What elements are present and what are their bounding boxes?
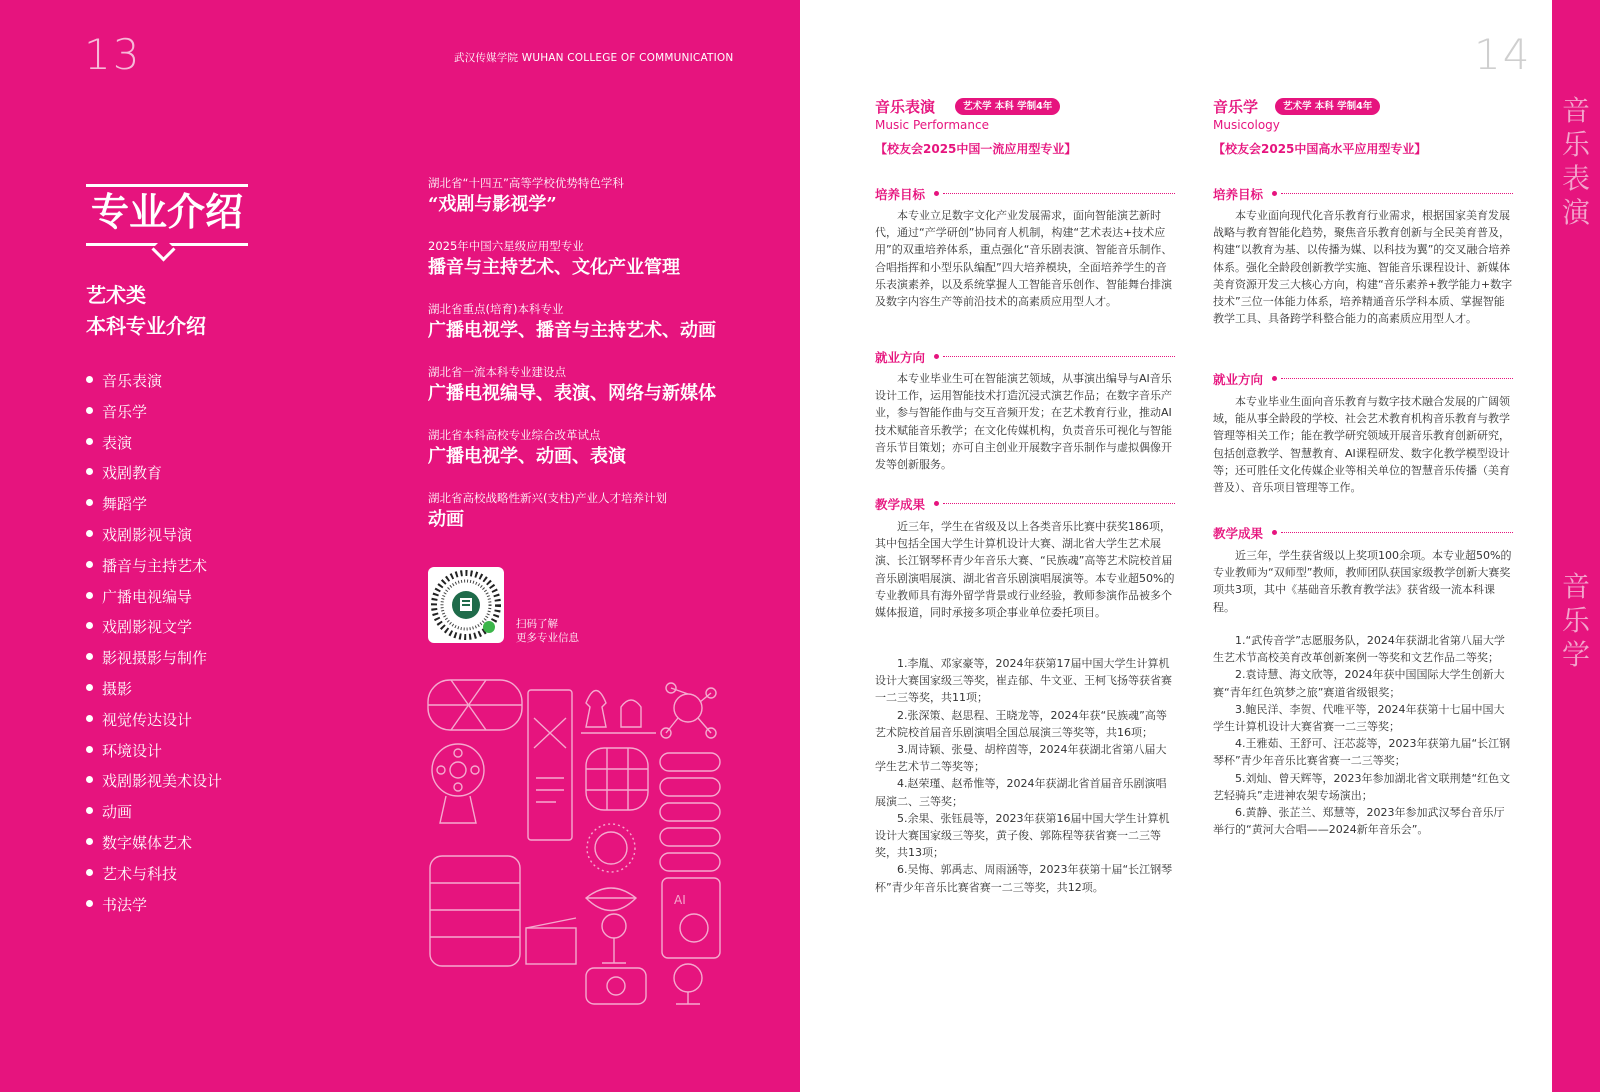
- major-english-name: Musicology: [1213, 118, 1280, 132]
- bullet-icon: [86, 869, 93, 876]
- section-label: 培养目标: [875, 187, 926, 202]
- qr-caption-line: 更多专业信息: [516, 632, 579, 644]
- honor-caption: 湖北省一流本科专业建设点: [428, 365, 566, 379]
- illustration-sun-icon: [587, 824, 635, 872]
- results-text: 近三年，学生获省级以上奖项100余项。本专业超50%的专业教师为“双师型”教师，教师团队获国家级教学创新大赛奖项共3项，其中《基础音乐教育教学法》获省级一流本科课程。: [1213, 549, 1512, 614]
- major-award: 【校友会2025中国一流应用型专业】: [875, 142, 1077, 156]
- bullet-icon: [86, 653, 93, 660]
- major-label: 视觉传达设计: [102, 710, 193, 729]
- qr-code-icon: [428, 567, 504, 643]
- illustration-lips-icon: [586, 888, 636, 911]
- major-label: 数字媒体艺术: [102, 833, 193, 852]
- honor-item: [428, 364, 716, 408]
- honor-value: “戏剧与影视学”: [428, 194, 557, 215]
- section-title: 专业介绍: [86, 184, 248, 246]
- bullet-icon: [86, 776, 93, 783]
- result-item: 2.袁诗慧、海文欣等，2024年获中国国际大学生创新大赛“青年红色筑梦之旅”赛道省级银奖；: [1213, 668, 1505, 699]
- illustration-grid-icon: [586, 748, 648, 810]
- section-dot-icon: [1272, 376, 1277, 381]
- qr-caption-line: 扫码了解: [516, 618, 558, 630]
- honor-item: [428, 238, 680, 282]
- honor-item: [428, 490, 667, 534]
- results-list: [875, 655, 1175, 896]
- illustration-chat-bubbles-icon: [660, 753, 720, 871]
- bullet-icon: [86, 746, 93, 753]
- major-item: [86, 491, 222, 522]
- major-label: 动画: [102, 803, 133, 822]
- major-list: [86, 368, 222, 922]
- major-label: 表演: [102, 433, 133, 452]
- bullet-icon: [86, 838, 93, 845]
- major-label: 戏剧影视文学: [102, 618, 193, 637]
- dotted-divider: [1281, 193, 1513, 194]
- honor-value: 广播电视学、播音与主持艺术、动画: [428, 320, 716, 341]
- major-item: [86, 553, 222, 584]
- section-dot-icon: [934, 501, 939, 506]
- subtitle-line-2: 本科专业介绍: [86, 314, 206, 338]
- section-header-results: [875, 495, 1175, 511]
- goal-text: 本专业立足数字文化产业发展需求，面向智能演艺新时代，通过“产学研创”协同育人机制，构建“艺术表达+技术应用”的双重培养体系，重点强化“音乐剧表演、智能音乐制作、合唱指挥和小型乐队编配”四大培养模块，全面培养学生的音乐表演素养，以及系统掌握人工智能音乐创作、智能舞台排演及数字内容生产等前沿技术的高素质应用型人才。: [875, 209, 1173, 309]
- section-subtitle: [86, 280, 206, 342]
- major-item: [86, 738, 222, 769]
- section-header-results: [1213, 524, 1513, 540]
- result-item: 5.刘灿、曾天辉等，2023年参加湖北省文联荆楚“红色文艺轻骑兵”走进神农架专场演出；: [1213, 771, 1511, 802]
- major-item: [86, 460, 222, 491]
- dotted-divider: [943, 193, 1175, 194]
- major-item: [86, 892, 222, 923]
- major-tag: 艺术学 本科 学制4年: [1275, 98, 1380, 115]
- result-item: 4.王雅茹、王舒可、汪芯蕊等，2023年获第九届“长江钢琴杯”青少年音乐比赛省赛一二三等奖；: [1213, 737, 1511, 768]
- honor-caption: 湖北省高校战略性新兴(支柱)产业人才培养计划: [428, 491, 667, 505]
- dotted-divider: [943, 356, 1175, 357]
- illustration-notebook-icon: [528, 690, 572, 840]
- result-item: 2.张深策、赵思程、王晓龙等，2024年获“民族魂”高等艺术院校首届音乐剧演唱全国总展演三等奖等，共16项；: [875, 708, 1167, 739]
- result-item: 1.李胤、邓家豪等，2024年获第17届中国大学生计算机设计大赛国家级三等奖，崔垚郁、牛文亚、王柯飞扬等获省赛一二三等奖，共11项；: [875, 657, 1172, 705]
- major-label: 影视摄影与制作: [102, 649, 208, 668]
- qr-caption: [516, 617, 579, 645]
- section-label: 就业方向: [1213, 372, 1264, 387]
- illustration-film-reel-icon: [432, 744, 484, 823]
- result-item: 5.余果、张钰晨等，2023年获第16届中国大学生计算机设计大赛国家级三等奖，黄子俊、郭陈程等获省赛一二三等奖，共13项；: [875, 811, 1170, 860]
- major-label: 戏剧教育: [102, 464, 163, 483]
- honor-caption: 2025年中国六星级应用型专业: [428, 239, 584, 253]
- major-item: [86, 645, 222, 676]
- section-header-jobs: [875, 348, 1175, 364]
- svg-text:AI: AI: [674, 893, 686, 907]
- section-header-goal: [875, 185, 1175, 201]
- major-item: [86, 768, 222, 799]
- result-item: 4.赵荣瑾、赵希惟等，2024年获湖北省首届音乐剧演唱展演二、三等奖；: [875, 777, 1167, 808]
- major-item: [86, 430, 222, 461]
- major-label: 舞蹈学: [102, 495, 148, 514]
- bullet-icon: [86, 807, 93, 814]
- bullet-icon: [86, 407, 93, 414]
- major-title: 音乐表演: [875, 98, 936, 116]
- results-list: [1213, 632, 1513, 838]
- honor-value: 广播电视编导、表演、网络与新媒体: [428, 383, 716, 404]
- section-label: 教学成果: [1213, 526, 1264, 541]
- result-item: 3.周诗颖、张曼、胡梓茵等，2024年获湖北省第八届大学生艺术节二等奖等；: [875, 743, 1167, 774]
- jobs-text: 本专业毕业生可在智能演艺领域，从事演出编导与AI音乐设计工作，运用智能技术打造沉浸式演艺作品；在数字音乐产业，参与智能作曲与交互音频开发；在艺术教育行业，推动AI技术赋能音乐教学；在文化传媒机构，负责音乐可视化与智能音乐节目策划；亦可自主创业开展数字音乐制作与虚拟偶像开发等创新服务。: [875, 372, 1172, 472]
- results-text: 近三年，学生在省级及以上各类音乐比赛中获奖186项，其中包括全国大学生计算机设计大赛、湖北省大学生艺术展演、长江钢琴杯青少年音乐大赛、“民族魂”高等艺术院校首届音乐剧演唱展演、湖北省音乐剧演唱展演等。本专业超50%的专业教师具有海外留学背景或行业经验，教师参演作品被多个媒体报道，同时承接多项企事业单位委托项目。: [875, 520, 1175, 620]
- honor-item: [428, 175, 624, 219]
- major-label: 戏剧影视美术设计: [102, 772, 223, 791]
- result-item: 6.黄静、张芷兰、郑慧等，2023年参加武汉琴台音乐厅举行的“黄河大合唱——2024新年音乐会”。: [1213, 806, 1505, 837]
- major-item: [86, 830, 222, 861]
- major-label: 播音与主持艺术: [102, 556, 208, 575]
- bullet-icon: [86, 561, 93, 568]
- honor-caption: 湖北省重点(培育)本科专业: [428, 302, 564, 316]
- major-item: [86, 799, 222, 830]
- section-header-goal: [1213, 185, 1513, 201]
- bullet-icon: [86, 530, 93, 537]
- qr-code[interactable]: [428, 567, 504, 643]
- major-item: [86, 676, 222, 707]
- major-title: 音乐学: [1213, 98, 1259, 116]
- major-label: 摄影: [102, 679, 133, 698]
- result-item: 1.“武传音学”志愿服务队，2024年获湖北省第八届大学生艺术节高校美育改革创新案例一等奖和文艺作品二等奖；: [1213, 634, 1505, 665]
- major-item: [86, 399, 222, 430]
- illustration-network-icon: [661, 683, 716, 738]
- illustration-film-strip-icon: [428, 680, 522, 730]
- honor-value: 动画: [428, 509, 464, 530]
- dotted-divider: [1281, 378, 1513, 379]
- page-number-left: 13: [84, 30, 142, 79]
- section-dot-icon: [934, 354, 939, 359]
- major-item: [86, 861, 222, 892]
- major-label: 环境设计: [102, 741, 163, 760]
- section-label: 就业方向: [875, 350, 926, 365]
- illustration-scroll-icon: [430, 856, 520, 966]
- major-label: 书法学: [102, 895, 148, 914]
- major-item: [86, 707, 222, 738]
- page-number-right: 14: [1474, 30, 1532, 79]
- illustration-microphone-icon: [602, 914, 626, 963]
- section-dot-icon: [1272, 530, 1277, 535]
- major-item: [86, 584, 222, 615]
- bullet-icon: [86, 499, 93, 506]
- bullet-icon: [86, 592, 93, 599]
- major-english-name: Music Performance: [875, 118, 989, 132]
- major-tag: 艺术学 本科 学制4年: [955, 98, 1060, 115]
- illustration-clapper-icon: [526, 918, 576, 964]
- dotted-divider: [1281, 532, 1513, 533]
- honor-caption: 湖北省“十四五”高等学校优势特色学科: [428, 176, 624, 190]
- major-label: 戏剧影视导演: [102, 525, 193, 544]
- major-item: [86, 522, 222, 553]
- section-label: 教学成果: [875, 497, 926, 512]
- subtitle-line-1: 艺术类: [86, 283, 146, 307]
- major-label: 广播电视编导: [102, 587, 193, 606]
- major-award: 【校友会2025中国高水平应用型专业】: [1213, 142, 1427, 156]
- jobs-text: 本专业毕业生面向音乐教育与数字技术融合发展的广阔领域，能从事全龄段的学校、社会艺术教育机构音乐教育与教学管理等相关工作；能在教学研究领域开展音乐教育创新研究，包括创意教学、智慧教育、AI课程研发、数字化教学模型设计等；还可胜任文化传媒企业等相关单位的智慧音乐传播（美育普及）、音乐项目管理等工作。: [1213, 395, 1510, 495]
- bullet-icon: [86, 438, 93, 445]
- honor-value: 广播电视学、动画、表演: [428, 446, 626, 467]
- side-label-bottom-text: 音乐学: [1562, 570, 1591, 671]
- result-item: 6.吴悔、郭禹志、周雨涵等，2023年获第十届“长江钢琴杯”青少年音乐比赛省赛一二三等奖，共12项。: [875, 863, 1173, 894]
- honor-item: [428, 427, 626, 471]
- honor-caption: 湖北省本科高校专业综合改革试点: [428, 428, 601, 442]
- side-label-bottom: [1554, 570, 1598, 672]
- section-header-jobs: [1213, 370, 1513, 386]
- line-art-illustration: [426, 678, 726, 1008]
- illustration-camera-icon: [586, 968, 646, 1004]
- side-label-top: [1554, 94, 1598, 230]
- bullet-icon: [86, 622, 93, 629]
- bullet-icon: [86, 468, 93, 475]
- honor-value: 播音与主持艺术、文化产业管理: [428, 257, 680, 278]
- section-dot-icon: [1272, 191, 1277, 196]
- major-label: 艺术与科技: [102, 864, 178, 883]
- bullet-icon: [86, 684, 93, 691]
- major-label: 音乐学: [102, 402, 148, 421]
- illustration-trophy-icon: [674, 964, 702, 1004]
- result-item: 3.鲍民洋、李贺、代唯平等，2024年获第十七届中国大学生计算机设计大赛省赛一二三等奖；: [1213, 702, 1505, 734]
- bullet-icon: [86, 376, 93, 383]
- major-label: 音乐表演: [102, 372, 163, 390]
- bullet-icon: [86, 900, 93, 907]
- bullet-icon: [86, 715, 93, 722]
- illustration-ai-tablet-icon: [662, 878, 720, 958]
- school-header: 武汉传媒学院 WUHAN COLLEGE OF COMMUNICATION: [454, 52, 734, 64]
- section-dot-icon: [934, 191, 939, 196]
- major-item: [86, 368, 222, 399]
- dotted-divider: [943, 503, 1175, 504]
- major-item: [86, 614, 222, 645]
- illustration-chess-icon: [581, 691, 656, 734]
- section-label: 培养目标: [1213, 187, 1264, 202]
- honor-item: [428, 301, 716, 345]
- goal-text: 本专业面向现代化音乐教育行业需求，根据国家美育发展战略与教育智能化趋势，聚焦音乐教育创新与全民美育普及，构建“以教育为基、以传播为媒、以科技为翼”的交叉融合培养体系。强化全龄段创新教学实施、智能音乐课程设计、新媒体美育资源开发三大核心方向，构建“音乐素养+教学能力+数字技术”三位一体能力体系，培养精通音乐学科本质、掌握智能教学工具、具备跨学科整合能力的高素质应用型人才。: [1213, 209, 1513, 326]
- side-label-top-text: 音乐表演: [1562, 94, 1591, 229]
